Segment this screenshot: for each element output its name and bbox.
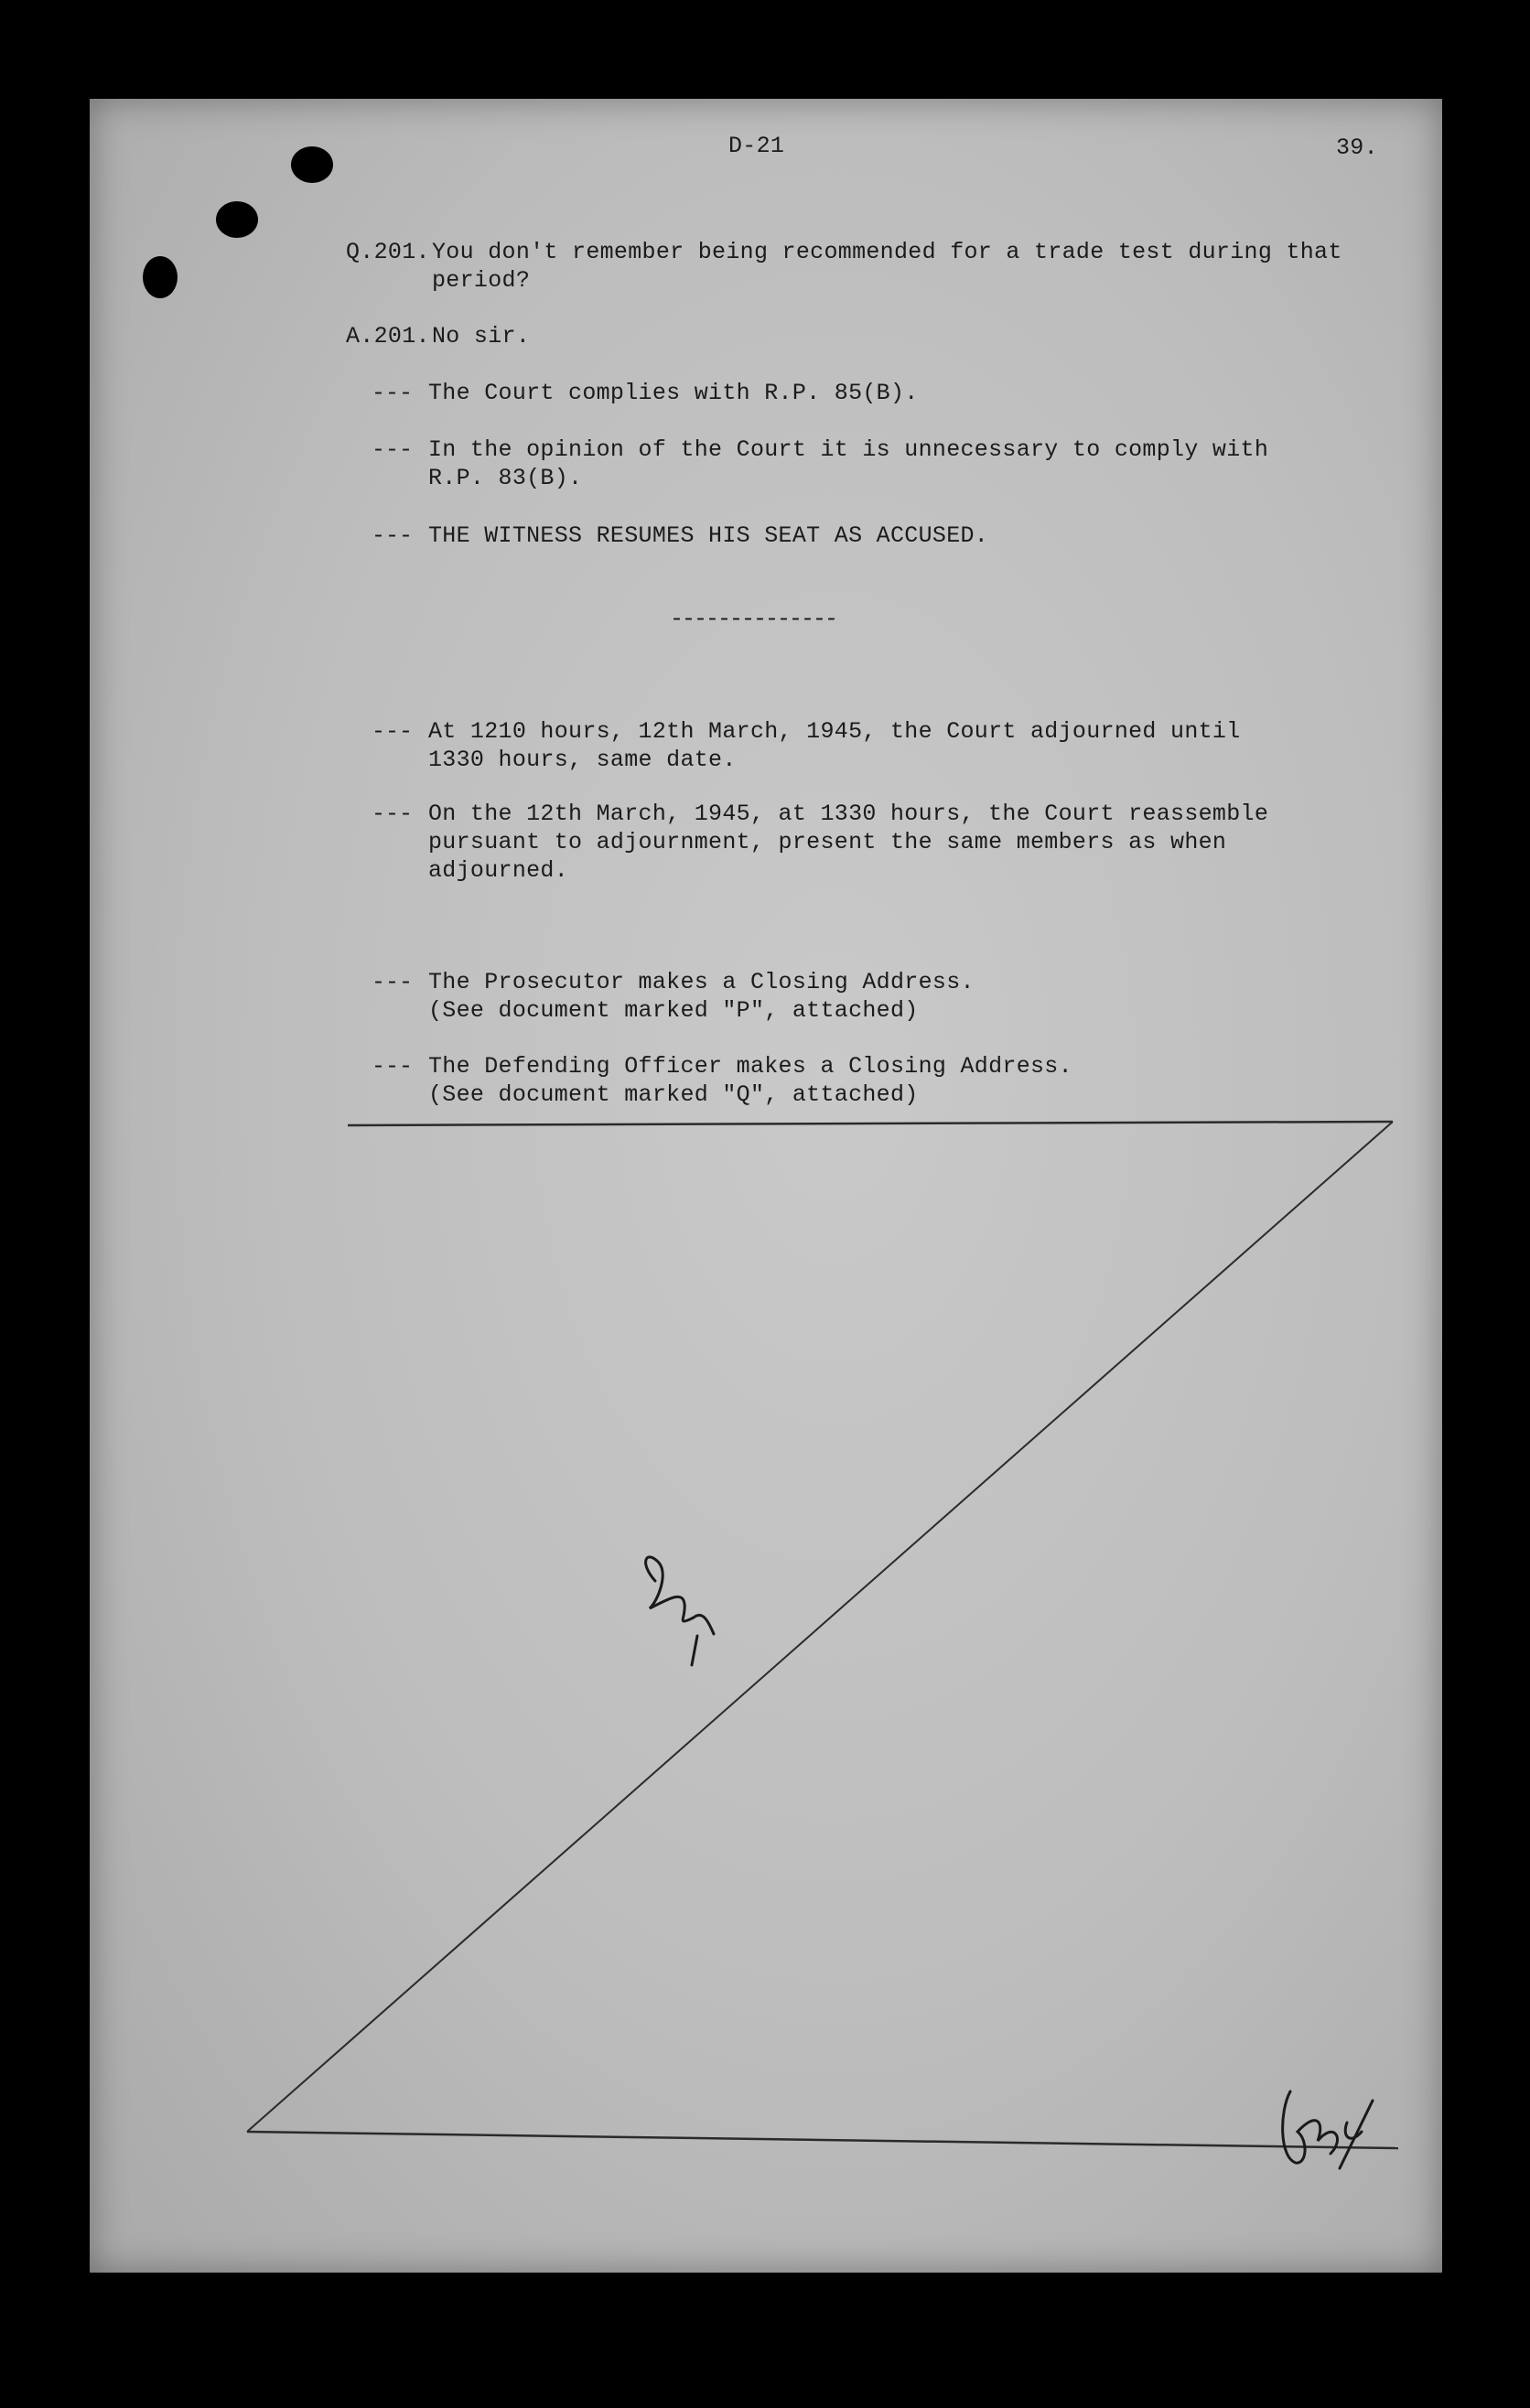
entry-line: adjourned.	[428, 857, 569, 884]
page-markup	[90, 99, 1442, 2273]
entry-line: (See document marked "Q", attached)	[428, 1081, 919, 1108]
entry-line: THE WITNESS RESUMES HIS SEAT AS ACCUSED.	[428, 522, 989, 549]
initials-signature-center	[646, 1557, 714, 1665]
entry-dash: ---	[372, 969, 414, 995]
entry-dash: ---	[372, 380, 414, 406]
answer-text: No sir.	[432, 323, 531, 349]
entry-line: At 1210 hours, 12th March, 1945, the Court adjourned until	[428, 718, 1241, 745]
entry-line: The Prosecutor makes a Closing Address.	[428, 969, 975, 995]
section-separator: --------------	[670, 606, 837, 632]
closing-top-line	[348, 1122, 1393, 1125]
entry-dash: ---	[372, 718, 414, 745]
entry-dash: ---	[372, 436, 414, 463]
closing-bottom-line	[247, 2132, 1398, 2148]
entry-line: The Court complies with R.P. 85(B).	[428, 380, 919, 406]
page-number: 39.	[1336, 134, 1378, 161]
question-line-2: period?	[432, 267, 531, 294]
entry-line: pursuant to adjournment, present the same members as when	[428, 829, 1227, 855]
question-line-1: You don't remember being recommended for a trade test during that	[432, 239, 1342, 265]
entry-line: R.P. 83(B).	[428, 465, 583, 491]
entry-dash: ---	[372, 1053, 414, 1080]
question-number: Q.201.	[346, 239, 430, 265]
entry-dash: ---	[372, 522, 414, 549]
entry-line: In the opinion of the Court it is unnecessary to comply with	[428, 436, 1269, 463]
initials-signature-corner	[1283, 2091, 1373, 2168]
entry-line: The Defending Officer makes a Closing Address.	[428, 1053, 1072, 1080]
entry-dash: ---	[372, 801, 414, 827]
entry-line: 1330 hours, same date.	[428, 747, 737, 773]
document-reference: D-21	[728, 133, 785, 159]
answer-number: A.201.	[346, 323, 430, 349]
document-page	[90, 99, 1442, 2273]
closing-diagonal-line	[247, 1122, 1393, 2132]
entry-line: (See document marked "P", attached)	[428, 997, 919, 1024]
entry-line: On the 12th March, 1945, at 1330 hours, the Court reassemble	[428, 801, 1269, 827]
